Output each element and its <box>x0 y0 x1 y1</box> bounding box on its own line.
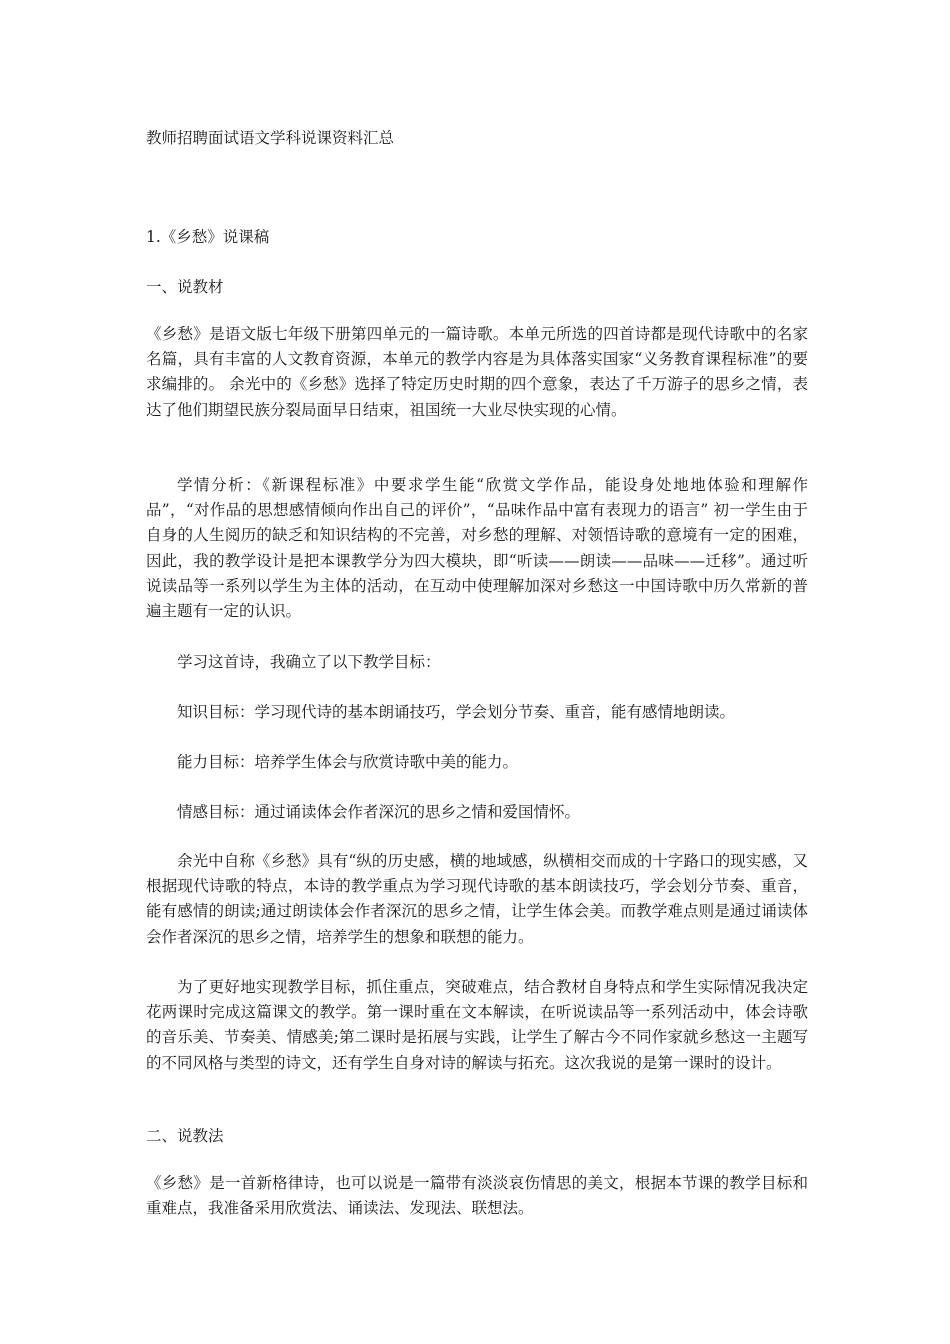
paragraph-lesson-plan: 为了更好地实现教学目标，抓住重点，突破难点，结合教材自身特点和学生实际情况我决定花两课时完成这篇课文的教学。第一课时重在文本解读，在听说读品等一系列活动中，体会诗歌的音乐美、节奏美、情感美;第二课时是拓展与实践，让学生了解古今不同作家就乡愁这一主题写的不同风格与类型的诗文，还有学生自身对诗的解读与拓充。这次我说的是第一课时的设计。 <box>146 978 808 1072</box>
paragraph-key-points: 余光中自称《乡愁》具有“纵的历史感，横的地域感，纵横相交而成的十字路口的现实感，又根据现代诗歌的特点，本诗的教学重点为学习现代诗歌的基本朗读技巧，学会划分节奏、重音，能有感情的朗读;通过朗读体会作者深沉的思乡之情，让学生体会美。而教学难点则是通过诵读体会作者深沉的思乡之情，培养学生的想象和联想的能力。 <box>146 852 808 946</box>
paragraph-knowledge-goal: 知识目标：学习现代诗的基本朗诵技巧，学会划分节奏、重音，能有感情地朗读。 <box>177 703 736 721</box>
paragraph-goals-intro: 学习这首诗，我确立了以下教学目标： <box>177 653 441 671</box>
paragraph-ability-goal: 能力目标：培养学生体会与欣赏诗歌中美的能力。 <box>177 753 519 771</box>
document-title: 教师招聘面试语文学科说课资料汇总 <box>146 129 395 147</box>
paragraph-methods: 《乡愁》是一首新格律诗，也可以说是一篇带有淡淡哀伤情思的美文，根据本节课的教学目标和重难点，我准备采用欣赏法、诵读法、发现法、联想法。 <box>146 1174 808 1218</box>
paragraph-learner-analysis: 学情分析：《新课程标准》中要求学生能“欣赏文学作品，能设身处地地体验和理解作品”，“对作品的思想感情倾向作出自己的评价”，“品味作品中富有表现力的语言” 初一学生由于自身的人生阅历的缺乏和知识结构的不完善，对乡愁的理解、对领悟诗歌的意境有一定的困难，因此，我的教学设计是把本课教学分为四大模块，即“听读——朗读——品味——迁移”。通过听说读品等一系列以学生为主体的活动，在互动中使理解加深对乡愁这一中国诗歌中历久常新的普遍主题有一定的认识。 <box>146 476 808 621</box>
paragraph-emotion-goal: 情感目标：通过诵读体会作者深沉的思乡之情和爱国情怀。 <box>177 803 581 821</box>
section-title: 1.《乡愁》说课稿 <box>146 228 270 246</box>
paragraph-material-intro: 《乡愁》是语文版七年级下册第四单元的一篇诗歌。本单元所选的四首诗都是现代诗歌中的名家名篇，具有丰富的人文教育资源，本单元的教学内容是为具体落实国家“义务教育课程标准”的要求编排的。 余光中的《乡愁》选择了特定历史时期的四个意象，表达了千万游子的思乡之情，表达了他们期望民族分裂局面早日结束，祖国统一大业尽快实现的心情。 <box>146 325 808 419</box>
heading-teaching-material: 一、说教材 <box>146 278 224 296</box>
heading-teaching-methods: 二、说教法 <box>146 1127 224 1145</box>
